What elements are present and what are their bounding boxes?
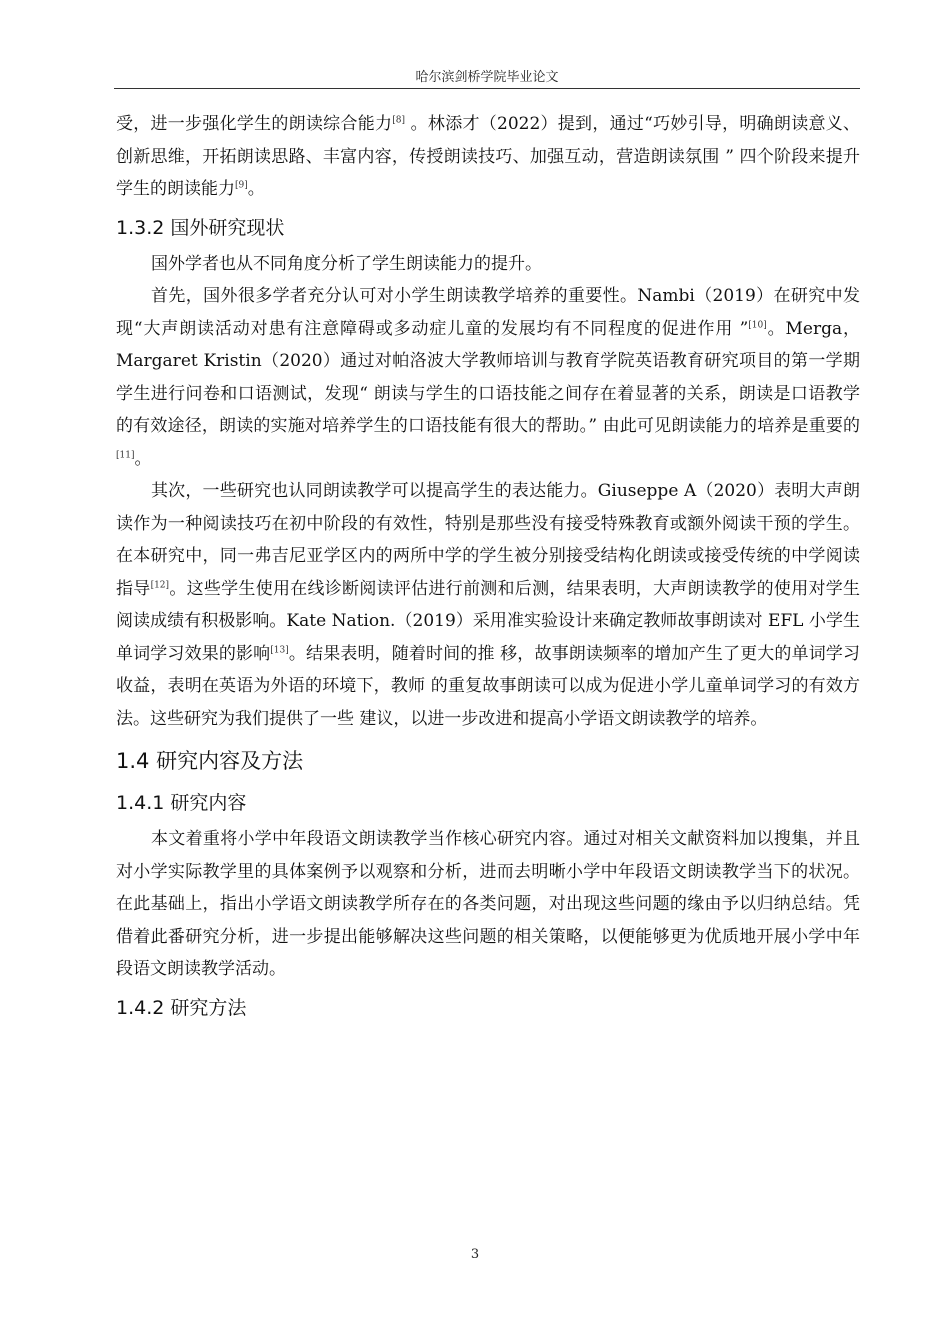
section-heading-1-4-1: 1.4.1 研究内容 [116,792,247,814]
paragraph-second: 其次，一些研究也认同朗读教学可以提高学生的表达能力。Giuseppe A（2020）表明大声朗读作为一种阅读技巧在初中阶段的有效性，特别是那些没有接受特殊教育或额外阅读干预的学生。在本研究中，同一弗吉尼亚学区内的两所中学的学生被分别接受结构化朗读或接受传统的中学阅读指导[12]。这些学生使用在线诊断阅读评估进行前测和后测，结果表明，大声朗读教学的使用对学生阅读成绩有积极影响。Kate Nation.（2019）采用准实验设计来确定教师故事朗读对 EFL 小学生单词学习效果的影响[13]。结果表明，随着时间的推 移，故事朗读频率的增加产生了更大的单词学习收益，表明在英语为外语的环境下，教师 的重复故事朗读可以成为促进小学儿童单词学习的有效方法。这些研究为我们提供了一些 建议，以进一步改进和提高小学语文朗读教学的培养。 [116,481,861,729]
section-heading-1-3-2: 1.3.2 国外研究现状 [116,216,285,239]
paragraph-continuation: 受，进一步强化学生的朗读综合能力[8] 。林添才（2022）提到，通过“巧妙引导，明确朗读意义、创新思维，开拓朗读思路、丰富内容，传授朗读技巧、加强互动，营造朗读氛围 ” 四个阶段来提升学生的朗读能力[9]。 [116,114,860,199]
paragraph-intro: 国外学者也从不同角度分析了学生朗读能力的提升。 [151,253,542,274]
paragraph-first: 首先，国外很多学者充分认可对小学生朗读教学培养的重要性。Nambi（2019）在研究中发现“大声朗读活动对患有注意障碍或多动症儿童的发展均有不同程度的促进作用 ”[10]。Merga，Margaret Kristin（2020）通过对帕洛波大学教师培训与教育学院英语教育研究项目的第一学期学生进行问卷和口语测试，发现“ 朗读与学生的口语技能之间存在着显著的关系，朗读是口语教学的有效途径，朗读的实施对培养学生的口语技能有很大的帮助。” 由此可见朗读能力的培养是重要的[11]。 [116,286,860,469]
citation-ref[interactable]: [10] [748,319,767,330]
page-number: 3 [470,1247,480,1262]
citation-ref[interactable]: [11] [116,449,135,460]
page-body [116,108,860,1028]
header-rule [114,88,860,89]
citation-ref[interactable]: [12] [150,579,170,590]
paragraph-research-content: 本文着重将小学中年段语文朗读教学当作核心研究内容。通过对相关文献资料加以搜集，并且对小学实际教学里的具体案例予以观察和分析，进而去明晰小学中年段语文朗读教学当下的状况。在此基础上，指出小学语文朗读教学所存在的各类问题，对出现这些问题的缘由予以归纳总结。凭借着此番研究分析，进一步提出能够解决这些问题的相关策略，以便能够更为优质地开展小学中年段语文朗读教学活动。 [116,829,860,979]
section-heading-1-4-2: 1.4.2 研究方法 [116,996,247,1019]
citation-ref[interactable]: [13] [270,644,289,655]
section-heading-1-4: 1.4 研究内容及方法 [116,749,304,773]
citation-ref[interactable]: [9] [235,180,248,191]
citation-ref[interactable]: [8] [392,115,405,126]
running-header: 哈尔滨剑桥学院毕业论文 [415,70,559,85]
